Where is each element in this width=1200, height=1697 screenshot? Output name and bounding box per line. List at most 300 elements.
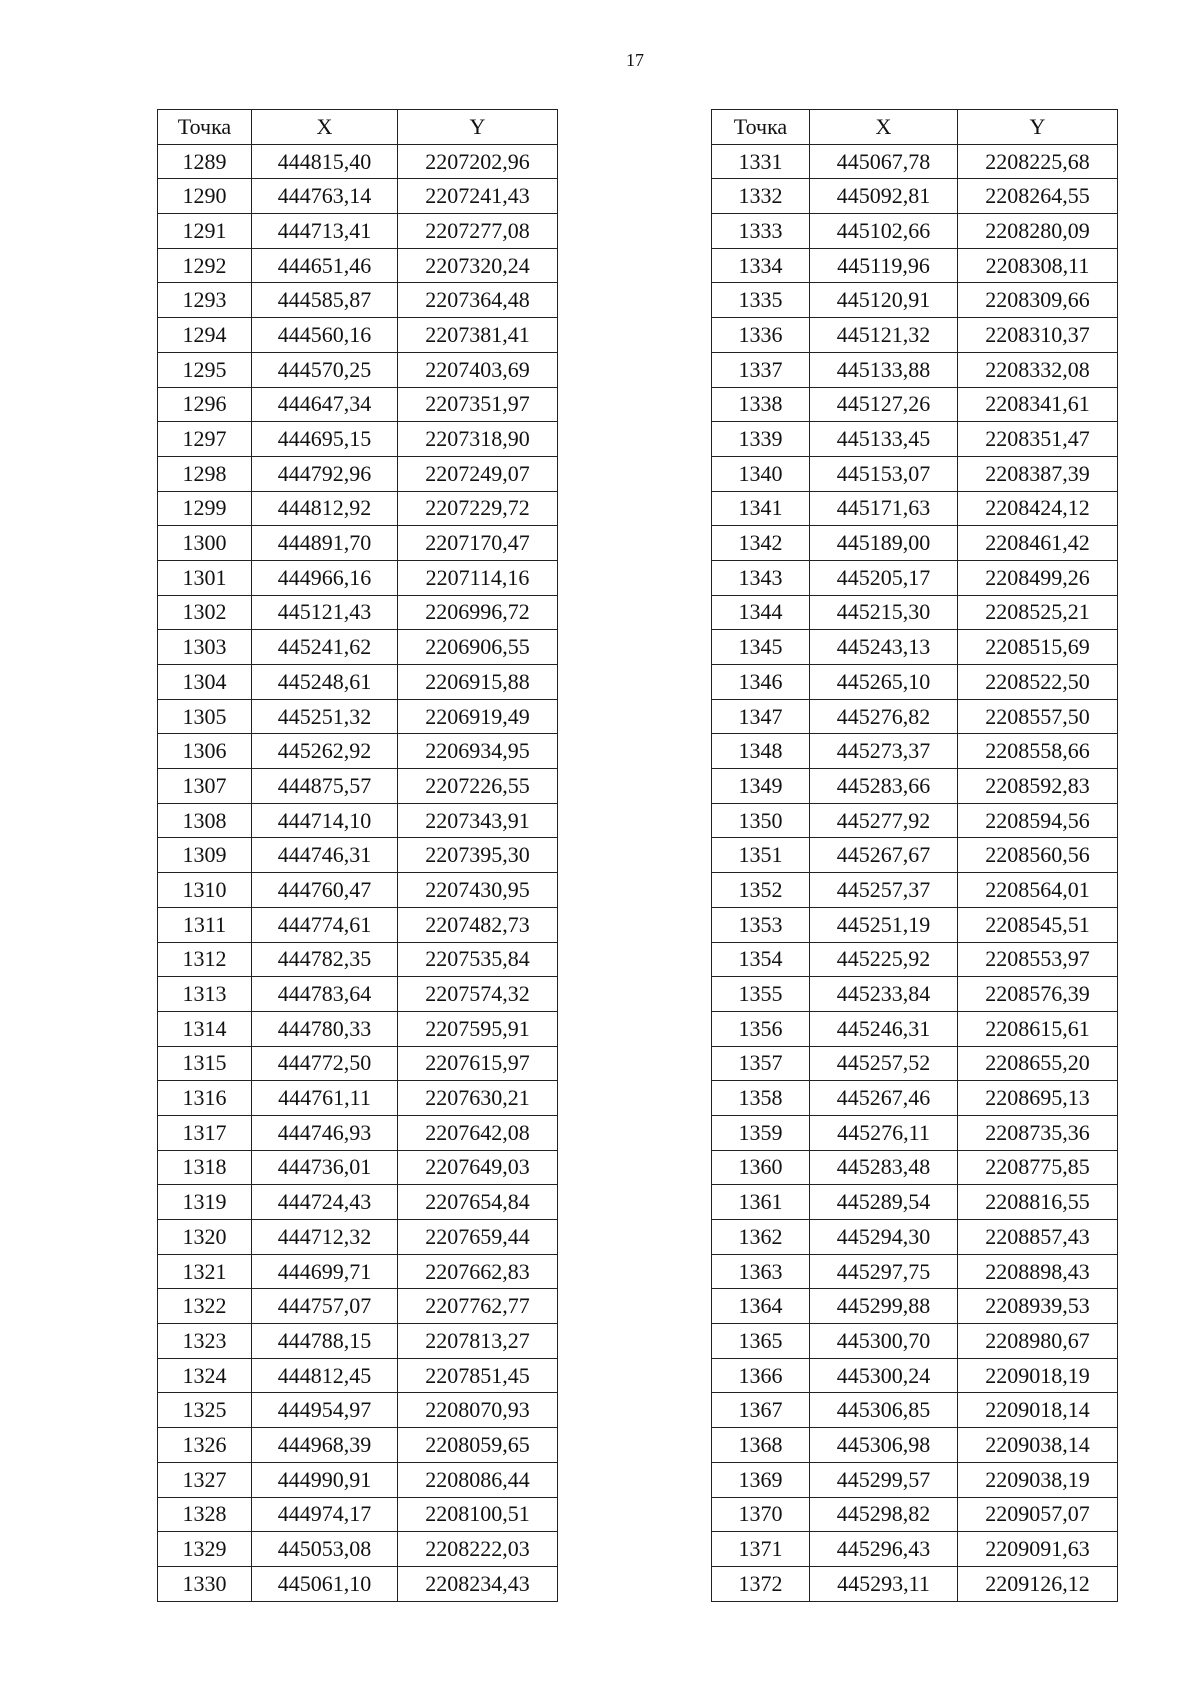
cell-point: 1315 xyxy=(158,1046,252,1081)
cell-point: 1357 xyxy=(712,1046,810,1081)
cell-x: 445276,11 xyxy=(810,1115,958,1150)
cell-x: 444724,43 xyxy=(252,1185,398,1220)
cell-x: 445243,13 xyxy=(810,630,958,665)
cell-x: 445306,98 xyxy=(810,1428,958,1463)
cell-point: 1334 xyxy=(712,248,810,283)
cell-y: 2207851,45 xyxy=(398,1358,558,1393)
cell-x: 445293,11 xyxy=(810,1566,958,1601)
cell-y: 2208939,53 xyxy=(958,1289,1118,1324)
cell-x: 444780,33 xyxy=(252,1011,398,1046)
cell-point: 1322 xyxy=(158,1289,252,1324)
cell-y: 2207229,72 xyxy=(398,491,558,526)
table-row xyxy=(712,422,1118,457)
cell-x: 444783,64 xyxy=(252,977,398,1012)
cell-point: 1293 xyxy=(158,283,252,318)
cell-y: 2208522,50 xyxy=(958,665,1118,700)
table-row xyxy=(158,1428,558,1463)
table-row xyxy=(158,526,558,561)
cell-point: 1319 xyxy=(158,1185,252,1220)
cell-y: 2208086,44 xyxy=(398,1462,558,1497)
header-point: Точка xyxy=(158,110,252,145)
cell-x: 445257,37 xyxy=(810,873,958,908)
table-row xyxy=(712,942,1118,977)
cell-point: 1350 xyxy=(712,803,810,838)
cell-point: 1318 xyxy=(158,1150,252,1185)
header-point: Точка xyxy=(712,110,810,145)
cell-x: 445299,88 xyxy=(810,1289,958,1324)
cell-y: 2208387,39 xyxy=(958,456,1118,491)
cell-x: 445061,10 xyxy=(252,1566,398,1601)
cell-point: 1368 xyxy=(712,1428,810,1463)
cell-x: 445241,62 xyxy=(252,630,398,665)
cell-point: 1347 xyxy=(712,699,810,734)
cell-x: 445296,43 xyxy=(810,1532,958,1567)
cell-x: 444585,87 xyxy=(252,283,398,318)
cell-point: 1307 xyxy=(158,769,252,804)
table-row xyxy=(158,977,558,1012)
table-row xyxy=(712,1081,1118,1116)
cell-y: 2208222,03 xyxy=(398,1532,558,1567)
cell-point: 1314 xyxy=(158,1011,252,1046)
table-row xyxy=(158,1393,558,1428)
cell-point: 1364 xyxy=(712,1289,810,1324)
table-row xyxy=(712,1566,1118,1601)
cell-x: 445053,08 xyxy=(252,1532,398,1567)
table-row xyxy=(712,595,1118,630)
cell-x: 445189,00 xyxy=(810,526,958,561)
table-row xyxy=(158,1462,558,1497)
coordinates-table-left xyxy=(157,109,558,1602)
cell-y: 2208655,20 xyxy=(958,1046,1118,1081)
table-row xyxy=(158,803,558,838)
cell-y: 2207364,48 xyxy=(398,283,558,318)
table-row xyxy=(158,1115,558,1150)
cell-x: 445215,30 xyxy=(810,595,958,630)
cell-x: 444736,01 xyxy=(252,1150,398,1185)
table-row xyxy=(712,387,1118,422)
header-y: Y xyxy=(958,110,1118,145)
cell-point: 1365 xyxy=(712,1324,810,1359)
cell-y: 2206906,55 xyxy=(398,630,558,665)
cell-point: 1326 xyxy=(158,1428,252,1463)
cell-x: 445205,17 xyxy=(810,560,958,595)
table-header-row xyxy=(158,110,558,145)
cell-y: 2208351,47 xyxy=(958,422,1118,457)
cell-point: 1299 xyxy=(158,491,252,526)
cell-y: 2207615,97 xyxy=(398,1046,558,1081)
cell-point: 1302 xyxy=(158,595,252,630)
cell-y: 2207630,21 xyxy=(398,1081,558,1116)
cell-point: 1324 xyxy=(158,1358,252,1393)
cell-point: 1371 xyxy=(712,1532,810,1567)
table-row xyxy=(712,1497,1118,1532)
cell-point: 1310 xyxy=(158,873,252,908)
cell-y: 2209018,14 xyxy=(958,1393,1118,1428)
cell-x: 444712,32 xyxy=(252,1220,398,1255)
table-row xyxy=(158,1532,558,1567)
cell-point: 1336 xyxy=(712,318,810,353)
table-row xyxy=(712,1220,1118,1255)
cell-x: 445153,07 xyxy=(810,456,958,491)
header-x: X xyxy=(252,110,398,145)
cell-x: 445273,37 xyxy=(810,734,958,769)
table-row xyxy=(158,630,558,665)
table-row xyxy=(158,1220,558,1255)
table-row xyxy=(712,1011,1118,1046)
cell-y: 2208499,26 xyxy=(958,560,1118,595)
table-row xyxy=(158,734,558,769)
table-row xyxy=(158,1289,558,1324)
cell-point: 1296 xyxy=(158,387,252,422)
cell-point: 1311 xyxy=(158,907,252,942)
table-row xyxy=(158,283,558,318)
cell-point: 1320 xyxy=(158,1220,252,1255)
cell-y: 2207241,43 xyxy=(398,179,558,214)
cell-x: 445127,26 xyxy=(810,387,958,422)
cell-point: 1353 xyxy=(712,907,810,942)
cell-x: 444761,11 xyxy=(252,1081,398,1116)
cell-x: 445092,81 xyxy=(810,179,958,214)
table-row xyxy=(158,699,558,734)
cell-point: 1345 xyxy=(712,630,810,665)
cell-point: 1304 xyxy=(158,665,252,700)
cell-point: 1294 xyxy=(158,318,252,353)
cell-x: 444760,47 xyxy=(252,873,398,908)
cell-y: 2208100,51 xyxy=(398,1497,558,1532)
table-row xyxy=(158,560,558,595)
cell-point: 1306 xyxy=(158,734,252,769)
cell-y: 2207351,97 xyxy=(398,387,558,422)
table-row xyxy=(158,1081,558,1116)
cell-y: 2208234,43 xyxy=(398,1566,558,1601)
cell-point: 1359 xyxy=(712,1115,810,1150)
cell-x: 444757,07 xyxy=(252,1289,398,1324)
table-row xyxy=(712,977,1118,1012)
cell-point: 1290 xyxy=(158,179,252,214)
cell-x: 445283,66 xyxy=(810,769,958,804)
table-row xyxy=(712,1393,1118,1428)
cell-x: 445133,45 xyxy=(810,422,958,457)
cell-point: 1333 xyxy=(712,214,810,249)
cell-x: 445297,75 xyxy=(810,1254,958,1289)
table-row xyxy=(712,1046,1118,1081)
cell-x: 445133,88 xyxy=(810,352,958,387)
table-row xyxy=(158,1324,558,1359)
cell-y: 2209038,19 xyxy=(958,1462,1118,1497)
cell-x: 445289,54 xyxy=(810,1185,958,1220)
table-row xyxy=(158,456,558,491)
cell-y: 2207659,44 xyxy=(398,1220,558,1255)
table-row xyxy=(712,699,1118,734)
cell-y: 2208225,68 xyxy=(958,144,1118,179)
cell-point: 1360 xyxy=(712,1150,810,1185)
cell-x: 444788,15 xyxy=(252,1324,398,1359)
cell-x: 444966,16 xyxy=(252,560,398,595)
cell-y: 2209038,14 xyxy=(958,1428,1118,1463)
cell-point: 1289 xyxy=(158,144,252,179)
table-row xyxy=(158,491,558,526)
table-row xyxy=(712,352,1118,387)
table-row xyxy=(158,873,558,908)
cell-point: 1313 xyxy=(158,977,252,1012)
table-row xyxy=(158,248,558,283)
cell-y: 2207343,91 xyxy=(398,803,558,838)
table-row xyxy=(158,352,558,387)
cell-point: 1303 xyxy=(158,630,252,665)
cell-point: 1339 xyxy=(712,422,810,457)
table-row xyxy=(158,179,558,214)
cell-point: 1356 xyxy=(712,1011,810,1046)
table-row xyxy=(712,1324,1118,1359)
cell-y: 2206919,49 xyxy=(398,699,558,734)
table-row xyxy=(712,734,1118,769)
table-row xyxy=(158,144,558,179)
cell-x: 445262,92 xyxy=(252,734,398,769)
cell-y: 2208857,43 xyxy=(958,1220,1118,1255)
cell-y: 2207202,96 xyxy=(398,144,558,179)
cell-x: 445246,31 xyxy=(810,1011,958,1046)
cell-y: 2207395,30 xyxy=(398,838,558,873)
cell-x: 444772,50 xyxy=(252,1046,398,1081)
table-row xyxy=(712,769,1118,804)
cell-y: 2206934,95 xyxy=(398,734,558,769)
cell-x: 445102,66 xyxy=(810,214,958,249)
cell-x: 444570,25 xyxy=(252,352,398,387)
cell-y: 2207535,84 xyxy=(398,942,558,977)
cell-y: 2209057,07 xyxy=(958,1497,1118,1532)
cell-x: 444713,41 xyxy=(252,214,398,249)
cell-y: 2207662,83 xyxy=(398,1254,558,1289)
cell-y: 2208592,83 xyxy=(958,769,1118,804)
cell-point: 1297 xyxy=(158,422,252,457)
cell-point: 1301 xyxy=(158,560,252,595)
cell-y: 2207654,84 xyxy=(398,1185,558,1220)
table-row xyxy=(712,179,1118,214)
cell-point: 1344 xyxy=(712,595,810,630)
table-row xyxy=(158,838,558,873)
cell-x: 445265,10 xyxy=(810,665,958,700)
table-row xyxy=(158,942,558,977)
cell-x: 444968,39 xyxy=(252,1428,398,1463)
table-row xyxy=(712,665,1118,700)
cell-point: 1332 xyxy=(712,179,810,214)
cell-point: 1300 xyxy=(158,526,252,561)
cell-x: 444990,91 xyxy=(252,1462,398,1497)
cell-x: 445298,82 xyxy=(810,1497,958,1532)
cell-point: 1308 xyxy=(158,803,252,838)
cell-y: 2207430,95 xyxy=(398,873,558,908)
cell-y: 2208695,13 xyxy=(958,1081,1118,1116)
cell-x: 445257,52 xyxy=(810,1046,958,1081)
cell-y: 2207381,41 xyxy=(398,318,558,353)
cell-point: 1323 xyxy=(158,1324,252,1359)
cell-y: 2208980,67 xyxy=(958,1324,1118,1359)
cell-point: 1316 xyxy=(158,1081,252,1116)
header-x: X xyxy=(810,110,958,145)
cell-x: 445067,78 xyxy=(810,144,958,179)
cell-x: 445294,30 xyxy=(810,1220,958,1255)
cell-point: 1335 xyxy=(712,283,810,318)
cell-x: 445299,57 xyxy=(810,1462,958,1497)
cell-x: 445300,24 xyxy=(810,1358,958,1393)
table-row xyxy=(712,1462,1118,1497)
cell-x: 444812,45 xyxy=(252,1358,398,1393)
cell-point: 1348 xyxy=(712,734,810,769)
cell-point: 1367 xyxy=(712,1393,810,1428)
cell-x: 444891,70 xyxy=(252,526,398,561)
cell-point: 1355 xyxy=(712,977,810,1012)
cell-x: 444763,14 xyxy=(252,179,398,214)
table-row xyxy=(158,595,558,630)
table-row xyxy=(712,214,1118,249)
table-row xyxy=(712,1532,1118,1567)
cell-point: 1340 xyxy=(712,456,810,491)
cell-x: 444647,34 xyxy=(252,387,398,422)
table-row xyxy=(158,1150,558,1185)
table-row xyxy=(712,318,1118,353)
cell-point: 1292 xyxy=(158,248,252,283)
cell-y: 2208735,36 xyxy=(958,1115,1118,1150)
cell-x: 445120,91 xyxy=(810,283,958,318)
cell-x: 445121,32 xyxy=(810,318,958,353)
cell-y: 2208341,61 xyxy=(958,387,1118,422)
cell-point: 1369 xyxy=(712,1462,810,1497)
cell-point: 1317 xyxy=(158,1115,252,1150)
table-row xyxy=(712,283,1118,318)
cell-x: 445277,92 xyxy=(810,803,958,838)
cell-point: 1309 xyxy=(158,838,252,873)
cell-point: 1305 xyxy=(158,699,252,734)
table-row xyxy=(712,803,1118,838)
cell-y: 2208525,21 xyxy=(958,595,1118,630)
cell-y: 2207403,69 xyxy=(398,352,558,387)
table-row xyxy=(158,769,558,804)
cell-x: 444812,92 xyxy=(252,491,398,526)
cell-point: 1329 xyxy=(158,1532,252,1567)
cell-y: 2207813,27 xyxy=(398,1324,558,1359)
table-row xyxy=(158,422,558,457)
cell-x: 444792,96 xyxy=(252,456,398,491)
header-y: Y xyxy=(398,110,558,145)
cell-point: 1342 xyxy=(712,526,810,561)
cell-y: 2207482,73 xyxy=(398,907,558,942)
table-row xyxy=(712,526,1118,561)
cell-y: 2207649,03 xyxy=(398,1150,558,1185)
cell-y: 2208557,50 xyxy=(958,699,1118,734)
cell-y: 2208564,01 xyxy=(958,873,1118,908)
cell-point: 1352 xyxy=(712,873,810,908)
cell-x: 444699,71 xyxy=(252,1254,398,1289)
cell-x: 445300,70 xyxy=(810,1324,958,1359)
cell-x: 444560,16 xyxy=(252,318,398,353)
cell-point: 1343 xyxy=(712,560,810,595)
table-row xyxy=(712,560,1118,595)
page-number: 17 xyxy=(626,50,644,70)
table-row xyxy=(712,491,1118,526)
cell-x: 445276,82 xyxy=(810,699,958,734)
table-row xyxy=(158,907,558,942)
cell-x: 444815,40 xyxy=(252,144,398,179)
table-row xyxy=(712,1150,1118,1185)
cell-point: 1312 xyxy=(158,942,252,977)
table-row xyxy=(712,248,1118,283)
table-row xyxy=(158,1566,558,1601)
cell-y: 2208816,55 xyxy=(958,1185,1118,1220)
cell-y: 2208558,66 xyxy=(958,734,1118,769)
cell-y: 2207226,55 xyxy=(398,769,558,804)
cell-point: 1327 xyxy=(158,1462,252,1497)
table-row xyxy=(158,318,558,353)
cell-y: 2208070,93 xyxy=(398,1393,558,1428)
cell-x: 444782,35 xyxy=(252,942,398,977)
cell-point: 1361 xyxy=(712,1185,810,1220)
table-row xyxy=(712,907,1118,942)
cell-y: 2207318,90 xyxy=(398,422,558,457)
cell-y: 2207574,32 xyxy=(398,977,558,1012)
cell-x: 445251,32 xyxy=(252,699,398,734)
cell-y: 2207320,24 xyxy=(398,248,558,283)
cell-point: 1328 xyxy=(158,1497,252,1532)
cell-y: 2206996,72 xyxy=(398,595,558,630)
cell-x: 444651,46 xyxy=(252,248,398,283)
table-body-left xyxy=(158,144,558,1601)
table-row xyxy=(158,1254,558,1289)
cell-x: 444954,97 xyxy=(252,1393,398,1428)
cell-y: 2208576,39 xyxy=(958,977,1118,1012)
cell-point: 1346 xyxy=(712,665,810,700)
cell-y: 2208515,69 xyxy=(958,630,1118,665)
cell-point: 1372 xyxy=(712,1566,810,1601)
table-row xyxy=(712,144,1118,179)
cell-y: 2207170,47 xyxy=(398,526,558,561)
cell-y: 2208461,42 xyxy=(958,526,1118,561)
cell-x: 445233,84 xyxy=(810,977,958,1012)
cell-y: 2209091,63 xyxy=(958,1532,1118,1567)
cell-x: 444746,31 xyxy=(252,838,398,873)
cell-y: 2208310,37 xyxy=(958,318,1118,353)
table-header-row xyxy=(712,110,1118,145)
cell-y: 2208545,51 xyxy=(958,907,1118,942)
table-row xyxy=(712,873,1118,908)
cell-x: 445306,85 xyxy=(810,1393,958,1428)
cell-y: 2207762,77 xyxy=(398,1289,558,1324)
cell-y: 2208264,55 xyxy=(958,179,1118,214)
table-row xyxy=(712,1115,1118,1150)
cell-y: 2208332,08 xyxy=(958,352,1118,387)
cell-x: 445251,19 xyxy=(810,907,958,942)
cell-y: 2206915,88 xyxy=(398,665,558,700)
cell-y: 2207249,07 xyxy=(398,456,558,491)
cell-y: 2208615,61 xyxy=(958,1011,1118,1046)
table-row xyxy=(712,838,1118,873)
cell-x: 445121,43 xyxy=(252,595,398,630)
table-row xyxy=(158,1497,558,1532)
cell-y: 2207642,08 xyxy=(398,1115,558,1150)
cell-point: 1330 xyxy=(158,1566,252,1601)
cell-x: 445267,67 xyxy=(810,838,958,873)
table-row xyxy=(712,630,1118,665)
cell-y: 2208553,97 xyxy=(958,942,1118,977)
cell-y: 2209126,12 xyxy=(958,1566,1118,1601)
cell-x: 444695,15 xyxy=(252,422,398,457)
cell-y: 2207114,16 xyxy=(398,560,558,595)
cell-point: 1366 xyxy=(712,1358,810,1393)
table-row xyxy=(712,1358,1118,1393)
cell-point: 1298 xyxy=(158,456,252,491)
cell-y: 2208059,65 xyxy=(398,1428,558,1463)
table-row xyxy=(712,1185,1118,1220)
cell-point: 1321 xyxy=(158,1254,252,1289)
